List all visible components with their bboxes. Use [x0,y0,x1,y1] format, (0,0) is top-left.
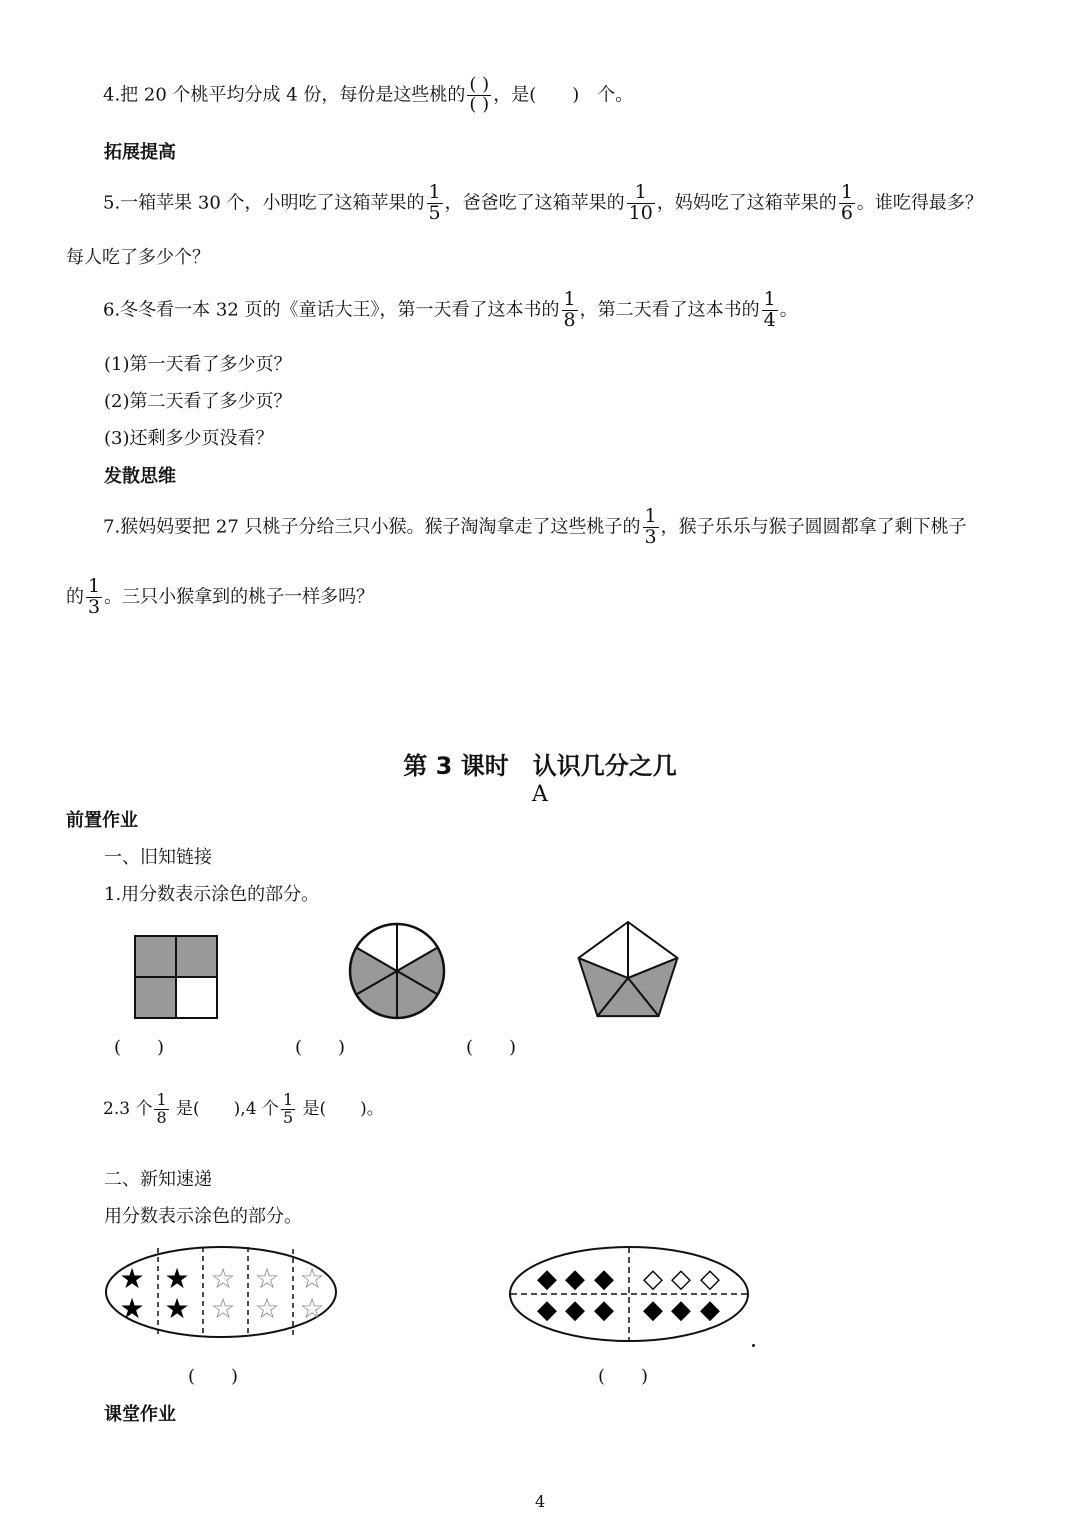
diamond-filled-icon: ◆ [700,1295,720,1325]
diamond-filled-icon: ◆ [537,1264,557,1294]
question-7: 7.猴妈妈要把 27 只桃子分给三只小猴。猴子淘淘拿走了这些桃子的 $\frac{1}{3}$ ，猴子乐乐与猴子圆圆都拿了剩下桃子 [103,505,967,548]
diamond-filled-icon: ◆ [643,1295,663,1325]
fraction: $\frac{1}{5}$ [282,1090,294,1127]
part2-heading: 二、新知速递 [104,1169,212,1190]
diamond-filled-icon: ◆ [671,1295,691,1325]
fraction-blank: $\frac{( )}{( )}$ [469,74,490,115]
answer-blank-diamonds[interactable]: ( ) [598,1366,649,1387]
diamond-ellipse-figure [508,1244,750,1344]
question-5-line2: 每人吃了多少个？ [66,247,210,268]
diamond-empty-icon: ◇ [700,1264,720,1294]
diamond-filled-icon: ◆ [594,1295,614,1325]
quarter-shaded [135,936,176,977]
star-ellipse-figure [104,1244,338,1340]
page-number: 4 [535,1492,546,1511]
question-6-sub2: (2)第二天看了多少页？ [104,391,292,412]
section-extend: 拓展提高 [104,142,176,163]
question-5: 5.一箱苹果 30 个，小明吃了这箱苹果的 $\frac{1}{5}$ ，爸爸吃了这箱苹果的 $\frac{1}{10}$ ，妈妈吃了这箱苹果的 $\frac{1}{6}$ 。谁吃得最多？ [103,181,983,224]
fraction: $\frac{1}{8}$ [156,1090,167,1127]
diamond-filled-icon: ◆ [565,1295,585,1325]
fraction: $\frac{1}{6}$ [840,181,853,224]
diamond-filled-icon: ◆ [565,1264,585,1294]
fraction: $\frac{1}{3}$ [88,575,101,618]
star-empty-icon: ☆ [210,1292,236,1325]
answer-blank-pentagon[interactable]: ( ) [466,1037,517,1058]
star-filled-icon: ★ [119,1292,145,1325]
lesson-title: 第 3 课时 认识几分之几 [403,752,677,780]
answer-blank-stars[interactable]: ( ) [188,1366,239,1387]
quarter-shaded [176,936,217,977]
stray-dot [752,1344,755,1347]
part1-question-1: 1.用分数表示涂色的部分。 [104,884,320,905]
question-7-line2: 的 $\frac{1}{3}$ 。三只小猴拿到的桃子一样多吗？ [66,575,375,618]
star-empty-icon: ☆ [254,1262,280,1295]
shaded-square-figure [134,935,218,1019]
section-pre: 前置作业 [66,810,138,831]
diamond-empty-icon: ◇ [643,1264,663,1294]
question-2: 2.3 个 $\frac{1}{8}$ 是( ),4 个 $\frac{1}{5}$ 是( )。 [103,1090,384,1127]
fraction: $\frac{1}{10}$ [628,181,653,224]
fraction: $\frac{1}{3}$ [644,505,657,548]
shaded-pentagon-figure [574,920,682,1022]
question-6-sub3: (3)还剩多少页没看？ [104,428,274,449]
diamond-empty-icon: ◇ [671,1264,691,1294]
question-6-sub1: (1)第一天看了多少页？ [104,354,292,375]
question-6: 6.冬冬看一本 32 页的《童话大王》，第一天看了这本书的 $\frac{1}{8}$ ，第二天看了这本书的 $\frac{1}{4}$ 。 [103,288,798,331]
shaded-circle-figure [348,922,446,1020]
part1-heading: 一、旧知链接 [104,847,212,868]
diamond-filled-icon: ◆ [537,1295,557,1325]
fraction: $\frac{1}{5}$ [428,181,441,224]
star-empty-icon: ☆ [254,1292,280,1325]
star-filled-icon: ★ [164,1292,190,1325]
answer-blank-square[interactable]: ( ) [114,1037,165,1058]
part2-instruction: 用分数表示涂色的部分。 [104,1206,302,1227]
star-filled-icon: ★ [119,1262,145,1295]
section-class: 课堂作业 [104,1404,176,1425]
star-filled-icon: ★ [164,1262,190,1295]
star-empty-icon: ☆ [299,1292,325,1325]
section-divergent: 发散思维 [104,466,176,487]
answer-blank-circle[interactable]: ( ) [295,1037,346,1058]
fraction: $\frac{1}{8}$ [563,288,576,331]
star-empty-icon: ☆ [299,1262,325,1295]
fraction: $\frac{1}{4}$ [763,288,776,331]
star-empty-icon: ☆ [210,1262,236,1295]
lesson-subtitle: A [532,782,548,807]
question-4: 4.把 20 个桃平均分成 4 份，每份是这些桃的 $\frac{( )}{( )}$ ，是( ) 个。 [103,74,634,115]
diamond-filled-icon: ◆ [594,1264,614,1294]
quarter-empty [176,977,217,1018]
quarter-shaded [135,977,176,1018]
